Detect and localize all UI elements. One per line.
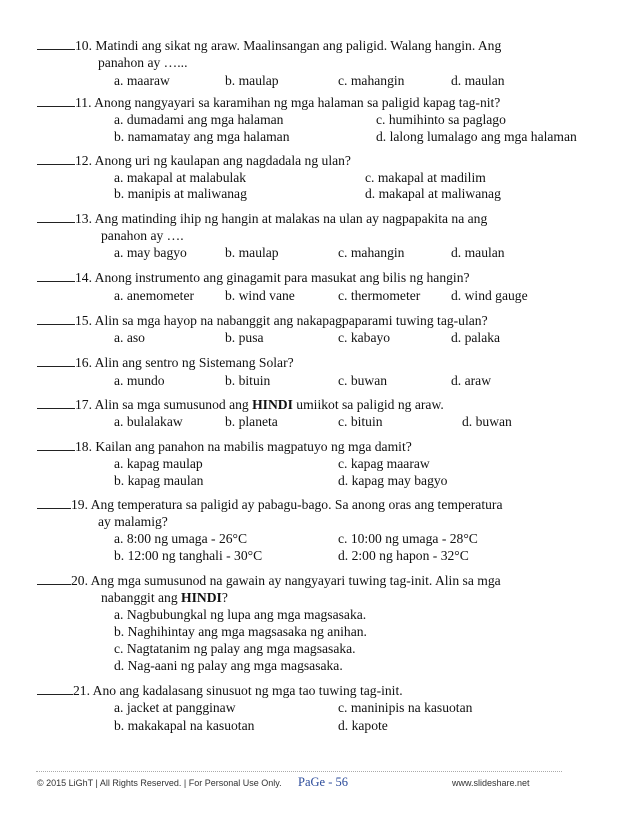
choice-d: d. makapal at maliwanag [365,186,501,201]
question-number: 20. [71,573,88,588]
question-text-end: ? [221,590,228,605]
choice-d: d. palaka [451,330,501,345]
question-number: 10. [75,38,92,53]
question-number: 21. [73,683,90,698]
question-20-stem [37,573,501,589]
choice-d: d. Nag-aani ng palay ang mga magsasaka. [114,658,343,673]
question-text: Ang temperatura sa paligid ay pabagu-bago. Sa anong oras ang temperatura [90,497,503,512]
question-number: 16. [75,355,92,370]
answer-blank[interactable] [37,153,75,165]
question-number: 17. [75,397,92,412]
question-15-stem [37,313,488,329]
question-text: Alin ang sentro ng Sistemang Solar? [94,355,294,370]
choice-a: a. 8:00 ng umaga - 26°C [114,531,248,546]
choice-a: a. may bagyo [114,245,187,260]
choice-c: c. kabayo [338,330,391,345]
choice-b: b. Naghihintay ang mga magsasaka ng anihan. [114,624,367,639]
choice-c: c. makapal at madilim [365,170,486,185]
choice-a: a. bulalakaw [114,414,183,429]
question-number: 14. [75,270,92,285]
choice-a: a. aso [114,330,145,345]
footer-divider [36,771,562,772]
question-10-stem [37,38,501,54]
question-text: Matindi ang sikat ng araw. Maalinsangan ang paligid. Walang hangin. Ang [95,38,502,53]
choice-c: c. mahangin [338,245,405,260]
answer-blank[interactable] [37,355,75,367]
choice-c: c. mahangin [338,73,405,88]
question-17-stem [37,397,444,413]
rights-text: | All Rights Reserved. | For Personal Use Only. [95,778,282,788]
copyright-text: © 2015 LiGhT [37,778,93,788]
choice-b: b. namamatay ang mga halaman [114,129,290,144]
answer-blank[interactable] [37,95,75,107]
question-11-stem [37,95,500,111]
question-19-stem [37,497,502,513]
choice-a: a. mundo [114,373,165,388]
choice-d: d. kapag may bagyo [338,473,448,488]
choice-a: a. maaraw [114,73,170,88]
answer-blank[interactable] [37,270,75,282]
choice-d: d. maulan [451,245,505,260]
question-text: Anong nangyayari sa karamihan ng mga halaman sa paligid kapag tag-nit? [94,95,501,110]
choice-d: d. maulan [451,73,505,88]
choice-c: c. kapag maaraw [338,456,430,471]
question-19-stem-cont: ay malamig? [98,514,168,529]
question-14-stem [37,270,470,286]
choice-d: d. kapote [338,718,388,733]
question-number: 13. [75,211,92,226]
choice-b: b. manipis at maliwanag [114,186,247,201]
question-number: 15. [75,313,92,328]
answer-blank[interactable] [37,573,71,585]
choice-c: c. buwan [338,373,388,388]
question-21-stem [37,683,403,699]
choice-a: a. dumadami ang mga halaman [114,112,284,127]
footer-copyright [37,778,282,788]
choice-c: c. humihinto sa paglago [376,112,506,127]
answer-blank[interactable] [37,397,75,409]
question-number: 11. [75,95,92,110]
choice-c: c. bituin [338,414,383,429]
answer-blank[interactable] [37,313,75,325]
choice-c: c. maninipis na kasuotan [338,700,473,715]
page-number: PaGe - 56 [298,775,348,789]
choice-a: a. anemometer [114,288,195,303]
choice-d: d. araw [451,373,492,388]
question-text: Alin sa mga sumusunod ang [94,397,253,412]
answer-blank[interactable] [37,497,71,509]
question-text: Alin sa mga hayop na nabanggit ang nakapagpaparami tuwing tag-ulan? [94,313,488,328]
choice-b: b. kapag maulan [114,473,204,488]
emphasis-hindi: HINDI [252,397,293,412]
answer-blank[interactable] [37,211,75,223]
question-10-stem-cont: panahon ay …... [98,55,188,70]
choice-a: a. makapal at malabulak [114,170,247,185]
question-text: Ang matinding ihip ng hangin at malakas na ulan ay nagpapakita na ang [94,211,488,226]
question-number: 19. [71,497,88,512]
question-text: Ang mga sumusunod na gawain ay nangyayari tuwing tag-init. Alin sa mga [90,573,501,588]
choice-d: d. lalong lumalago ang mga halaman [376,129,577,144]
question-text: Ano ang kadalasang sinusuot ng mga tao tuwing tag-init. [92,683,403,698]
choice-b: b. pusa [225,330,264,345]
choice-b: b. bituin [225,373,271,388]
choice-b: b. planeta [225,414,278,429]
answer-blank[interactable] [37,38,75,50]
choice-a: a. jacket at pangginaw [114,700,236,715]
question-18-stem [37,439,412,455]
question-13-stem-cont: panahon ay …. [101,228,184,243]
question-number: 12. [75,153,92,168]
answer-blank[interactable] [37,439,75,451]
choice-b: b. wind vane [225,288,295,303]
choice-b: b. maulap [225,73,279,88]
question-20-stem-cont [101,590,228,606]
choice-c: c. thermometer [338,288,421,303]
choice-c: c. 10:00 ng umaga - 28°C [338,531,478,546]
question-13-stem [37,211,487,227]
question-text: Anong instrumento ang ginagamit para masukat ang bilis ng hangin? [94,270,470,285]
choice-a: a. kapag maulap [114,456,203,471]
choice-d: d. wind gauge [451,288,528,303]
question-text-end: umiikot sa paligid ng araw. [292,397,444,412]
question-text: Anong uri ng kaulapan ang nagdadala ng ulan? [94,153,351,168]
choice-c: c. Nagtatanim ng palay ang mga magsasaka. [114,641,356,656]
footer-site[interactable]: www.slideshare.net [452,778,530,788]
choice-b: b. makakapal na kasuotan [114,718,255,733]
question-text: Kailan ang panahon na mabilis magpatuyo ng mga damit? [95,439,412,454]
question-16-stem [37,355,294,371]
question-text: nabanggit ang [101,590,182,605]
question-number: 18. [75,439,92,454]
choice-d: d. 2:00 ng hapon - 32°C [338,548,469,563]
choice-a: a. Nagbubungkal ng lupa ang mga magsasaka. [114,607,367,622]
emphasis-hindi: HINDI [181,590,222,605]
choice-d: d. buwan [462,414,512,429]
answer-blank[interactable] [37,683,73,695]
choice-b: b. maulap [225,245,279,260]
question-12-stem [37,153,351,169]
choice-b: b. 12:00 ng tanghali - 30°C [114,548,263,563]
